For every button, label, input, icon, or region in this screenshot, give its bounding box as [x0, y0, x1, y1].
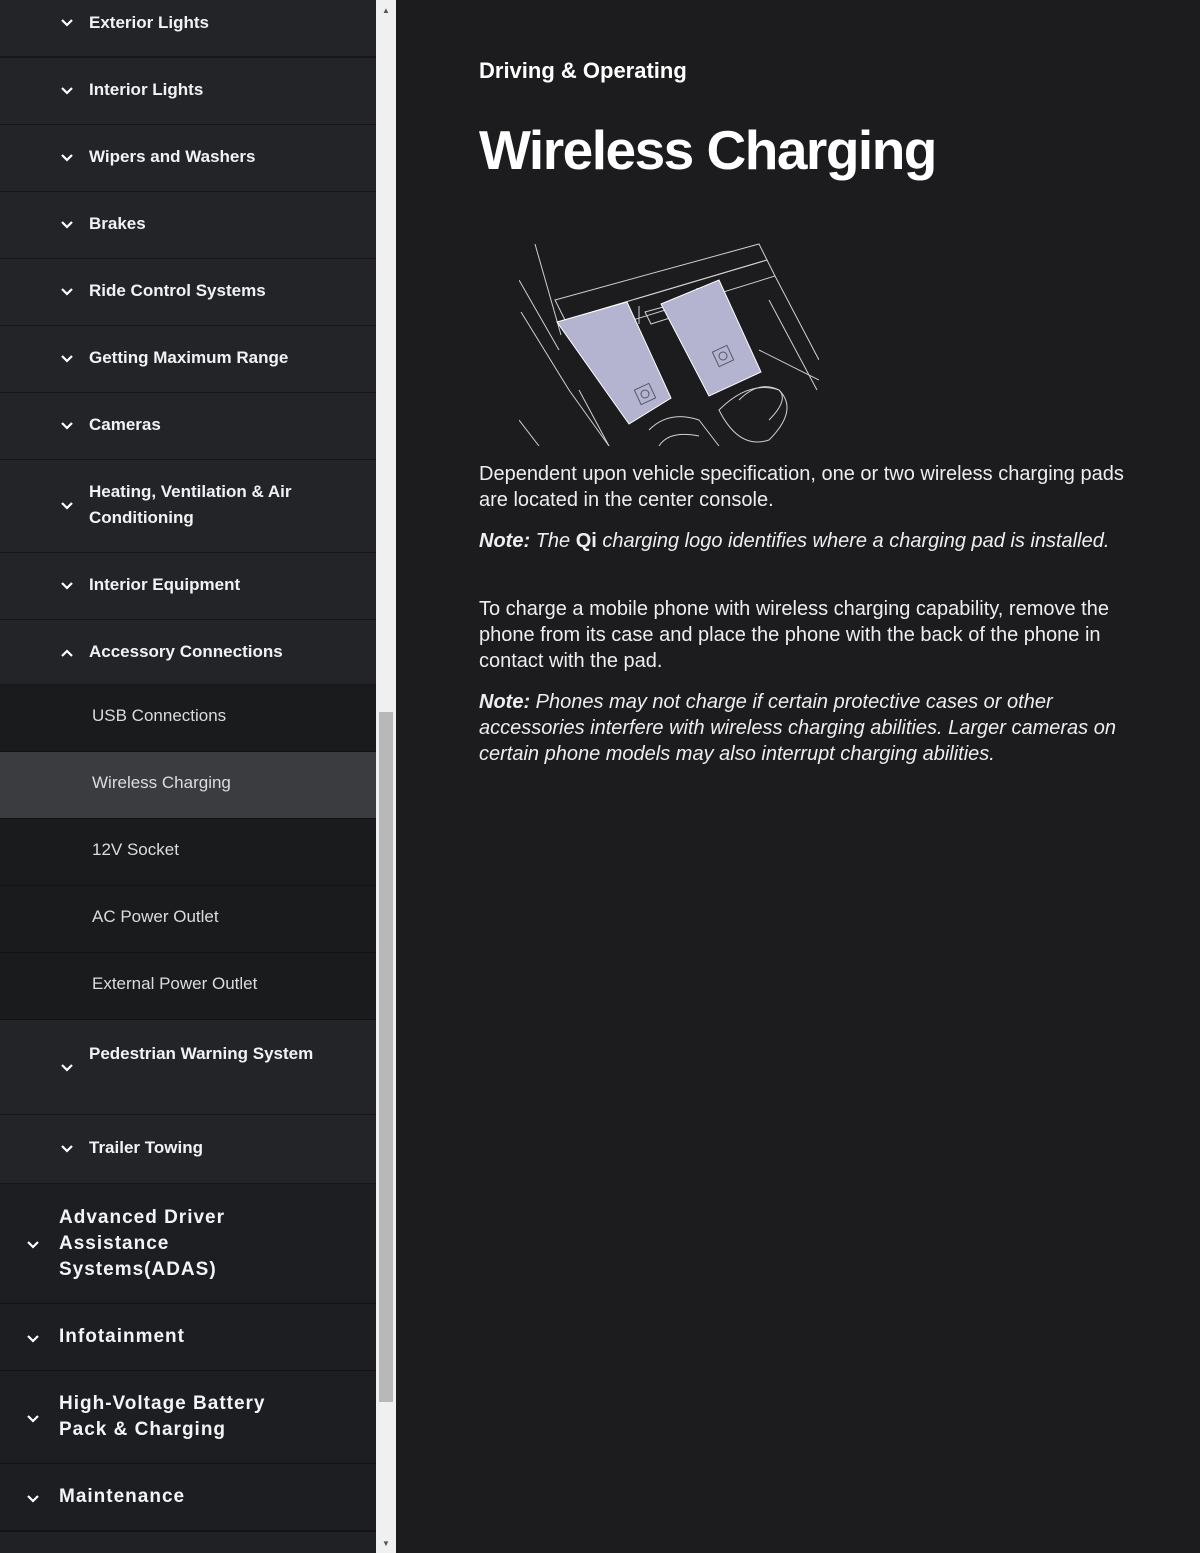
sidebar-subitem-wireless-charging[interactable]	[0, 752, 376, 820]
note-label: Note:	[479, 691, 531, 713]
sidebar-section-label: Infotainment	[59, 1326, 185, 1347]
chevron-down-icon	[60, 151, 74, 165]
sidebar-item-label: Accessory Connections	[89, 642, 283, 661]
chevron-down-icon	[60, 352, 74, 366]
sidebar-section-adas[interactable]	[0, 1184, 376, 1305]
sidebar-item-hvac[interactable]	[0, 460, 376, 554]
sidebar-item-ride-control[interactable]	[0, 259, 376, 327]
chevron-down-icon	[26, 1491, 40, 1505]
sidebar-item-label: Interior Equipment	[89, 575, 241, 594]
sidebar-item-label: Brakes	[89, 214, 146, 233]
page-title: Wireless Charging	[479, 119, 936, 181]
sidebar-item-accessory-connections[interactable]	[0, 620, 376, 686]
sidebar-section-label: High-Voltage Battery Pack & Charging	[59, 1393, 266, 1440]
chevron-down-icon	[26, 1331, 40, 1345]
chevron-down-icon	[60, 1142, 74, 1156]
chevron-down-icon	[60, 1061, 74, 1075]
sidebar-section-label: Advanced Driver Assistance Systems(ADAS)	[59, 1207, 226, 1280]
note-text: Phones may not charge if certain protective cases or other accessories interfere with wireless charging abilities. Larger cameras on certain phone models may also interrupt charging abilities.	[479, 691, 1116, 765]
chevron-down-icon	[60, 579, 74, 593]
sidebar-scrollbar[interactable]	[376, 0, 396, 1553]
sidebar-subitem-label: AC Power Outlet	[92, 907, 219, 926]
sidebar-item-label: Exterior Lights	[89, 13, 209, 32]
sidebar-subitem-label: 12V Socket	[92, 840, 179, 859]
sidebar-subitem-ac-power-outlet[interactable]	[0, 886, 376, 954]
sidebar-item-label: Ride Control Systems	[89, 281, 266, 300]
sidebar-item-label: Getting Maximum Range	[89, 348, 289, 367]
sidebar-item-exterior-lights[interactable]	[0, 0, 376, 58]
scrollbar-thumb[interactable]	[379, 712, 393, 1402]
sidebar-item-interior-equipment[interactable]	[0, 553, 376, 621]
chevron-down-icon	[60, 16, 74, 30]
chevron-down-icon	[60, 419, 74, 433]
sidebar-subitem-label: Wireless Charging	[92, 773, 231, 792]
sidebar-item-label: Cameras	[89, 415, 161, 434]
console-charging-illustration	[519, 240, 819, 446]
sidebar-subitem-label: External Power Outlet	[92, 974, 258, 993]
chevron-down-icon	[26, 1411, 40, 1425]
scroll-down-arrow-icon[interactable]: ▼	[382, 1538, 390, 1548]
chevron-down-icon	[60, 218, 74, 232]
sidebar-item-label: Wipers and Washers	[89, 147, 256, 166]
qi-brand-text: Qi	[575, 530, 597, 552]
sidebar-subitem-12v-socket[interactable]	[0, 819, 376, 887]
note-label: Note:	[479, 530, 531, 552]
chevron-up-icon	[60, 646, 74, 660]
chevron-down-icon	[26, 1237, 40, 1251]
sidebar-subitem-usb[interactable]	[0, 685, 376, 753]
sidebar-section-hv-battery[interactable]	[0, 1371, 376, 1465]
sidebar-item-maximum-range[interactable]	[0, 326, 376, 394]
sidebar-item-label: Interior Lights	[89, 80, 204, 99]
sidebar-nav	[0, 0, 376, 1553]
note-text: The	[535, 530, 571, 552]
sidebar-item-wipers[interactable]	[0, 125, 376, 193]
sidebar-item-label: Pedestrian Warning System	[89, 1044, 314, 1063]
section-heading: Driving & Operating	[479, 58, 687, 83]
chevron-down-icon	[60, 285, 74, 299]
paragraph-intro: Dependent upon vehicle specification, one or two wireless charging pads are located in the center console.	[479, 463, 1124, 511]
sidebar-item-brakes[interactable]	[0, 192, 376, 260]
chevron-down-icon	[60, 499, 74, 513]
sidebar-section-infotainment[interactable]	[0, 1304, 376, 1372]
sidebar-item-label: Trailer Towing	[89, 1138, 203, 1157]
sidebar-item-cameras[interactable]	[0, 393, 376, 461]
note-qi-logo	[479, 528, 1139, 554]
chevron-down-icon	[60, 84, 74, 98]
scroll-up-arrow-icon[interactable]: ▲	[382, 5, 390, 15]
sidebar-section-label: Maintenance	[59, 1486, 186, 1507]
sidebar-subitem-external-power-outlet[interactable]	[0, 953, 376, 1021]
sidebar-item-trailer-towing[interactable]	[0, 1115, 376, 1185]
note-cases	[479, 689, 1139, 767]
note-text: charging logo identifies where a charging pad is installed.	[602, 530, 1110, 552]
sidebar-item-label: Heating, Ventilation & Air Conditioning	[89, 482, 292, 527]
sidebar-subitem-label: USB Connections	[92, 706, 227, 725]
sidebar-item-interior-lights[interactable]	[0, 58, 376, 126]
sidebar-section-maintenance[interactable]	[0, 1464, 376, 1532]
sidebar-item-pedestrian-warning[interactable]	[0, 1020, 376, 1116]
paragraph-instructions: To charge a mobile phone with wireless charging capability, remove the phone from its case and place the phone with the back of the phone in contact with the pad.	[479, 598, 1109, 672]
